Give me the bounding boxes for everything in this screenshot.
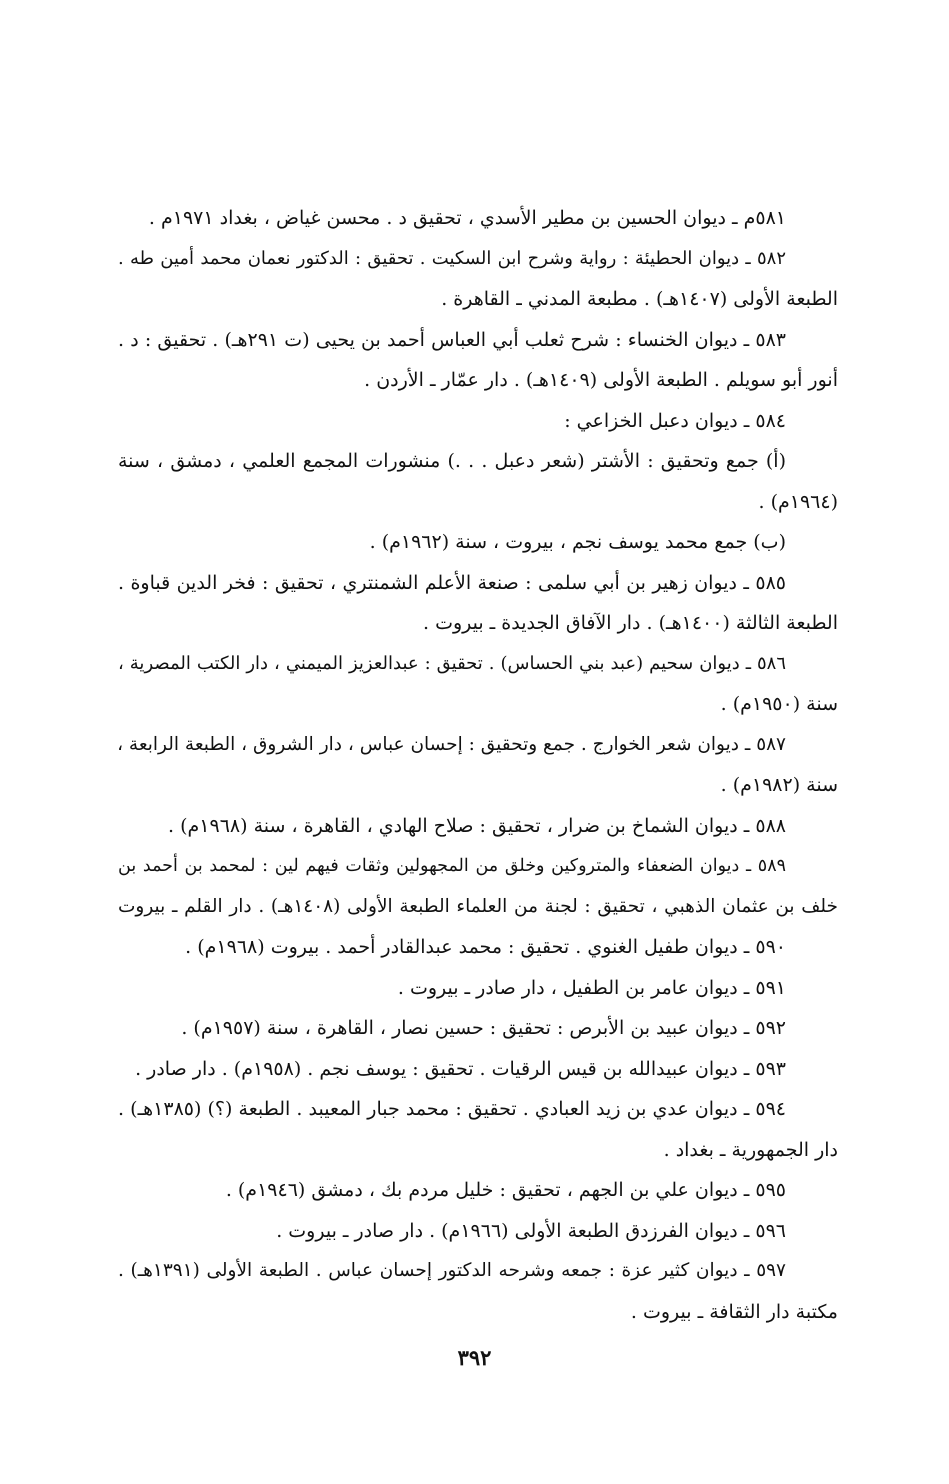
text-line: ٥٩٧ ـ ديوان كثير عزة : جمعه وشرحه الدكتور إحسان عباس . الطبعة الأولى (١٣٩١هـ) . <box>118 1260 786 1281</box>
text-line: أنور أبو سويلم . الطبعة الأولى (١٤٠٩هـ) . دار عمّار ـ الأردن . <box>364 369 838 391</box>
text-line: ٥٨٤ ـ ديوان دعبل الخزاعي : <box>564 409 786 432</box>
text-line: سنة (١٩٨٢م) . <box>720 774 838 796</box>
text-line: الطبعة الأولى (١٤٠٧هـ) . مطبعة المدني ـ القاهرة . <box>441 288 838 310</box>
text-line: ٥٨٥ ـ ديوان زهير بن أبي سلمى : صنعة الأعلم الشمنتري ، تحقيق : فخر الدين قباوة . <box>118 571 786 594</box>
text-line: ٥٨٢ ـ ديوان الحطيئة : رواية وشرح ابن السكيت . تحقيق : الدكتور نعمان محمد أمين طه . <box>118 247 786 269</box>
text-line: ٥٩٠ ـ ديوان طفيل الغنوي . تحقيق : محمد عبدالقادر أحمد . بيروت (١٩٦٨م) . <box>185 936 786 958</box>
text-line: ٥٨٩ ـ ديوان الضعفاء والمتروكين وخلق من المجهولين وثقات فيهم لين : لمحمد بن أحمد بن <box>118 856 786 876</box>
text-line: خلف بن عثمان الذهبي ، تحقيق : لجنة من العلماء الطبعة الأولى (١٤٠٨هـ) . دار القلم ـ بيروت <box>118 895 838 917</box>
text-line: ٥٨١م ـ ديوان الحسين بن مطير الأسدي ، تحقيق د . محسن غياض ، بغداد ١٩٧١م . <box>148 207 786 229</box>
text-line: ٥٩٤ ـ ديوان عدي بن زيد العبادي . تحقيق : محمد جبار المعيبد . الطبعة (؟) (١٣٨٥هـ) . <box>118 1098 786 1120</box>
text-line: ٥٨٦ ـ ديوان سحيم (عبد بني الحساس) . تحقيق : عبدالعزيز الميمني ، دار الكتب المصرية ، <box>118 652 786 674</box>
text-line: ٥٩٢ ـ ديوان عبيد بن الأبرص : تحقيق : حسين نصار ، القاهرة ، سنة (١٩٥٧م) . <box>181 1017 786 1039</box>
page-number: ٣٩٢ <box>457 1345 492 1370</box>
text-line: ٥٩١ ـ ديوان عامر بن الطفيل ، دار صادر ـ بيروت . <box>397 976 786 999</box>
text-line: ٥٨٨ ـ ديوان الشماخ بن ضرار ، تحقيق : صلاح الهادي ، القاهرة ، سنة (١٩٦٨م) . <box>168 814 786 837</box>
text-line: ٥٨٧ ـ ديوان شعر الخوارج . جمع وتحقيق : إحسان عباس ، دار الشروق ، الطبعة الرابعة ، <box>117 733 786 755</box>
text-line: دار الجمهورية ـ بغداد . <box>663 1138 838 1161</box>
text-line: مكتبة دار الثقافة ـ بيروت . <box>630 1300 838 1323</box>
text-line: سنة (١٩٥٠م) . <box>720 693 838 715</box>
text-line: (ب) جمع محمد يوسف نجم ، بيروت ، سنة (١٩٦٢م) . <box>369 531 786 553</box>
bibliography-text <box>118 198 838 1332</box>
text-line: (أ) جمع وتحقيق : الأشتر (شعر دعبل . . .) منشورات المجمع العلمي ، دمشق ، سنة <box>118 450 786 472</box>
text-line: ٥٨٣ ـ ديوان الخنساء : شرح ثعلب أبي العباس أحمد بن يحيى (ت ٢٩١هـ) . تحقيق : د . <box>118 328 786 351</box>
text-line: ٥٩٦ ـ ديوان الفرزدق الطبعة الأولى (١٩٦٦م) . دار صادر ـ بيروت . <box>276 1219 786 1242</box>
text-line: ٥٩٥ ـ ديوان علي بن الجهم ، تحقيق : خليل مردم بك ، دمشق (١٩٤٦م) . <box>225 1179 786 1201</box>
text-line: ٥٩٣ ـ ديوان عبيدالله بن قيس الرقيات . تحقيق : يوسف نجم . (١٩٥٨م) . دار صادر . <box>135 1057 786 1080</box>
text-line: الطبعة الثالثة (١٤٠٠هـ) . دار الآفاق الجديدة ـ بيروت . <box>422 612 838 634</box>
text-line: (١٩٦٤م) . <box>758 490 838 513</box>
